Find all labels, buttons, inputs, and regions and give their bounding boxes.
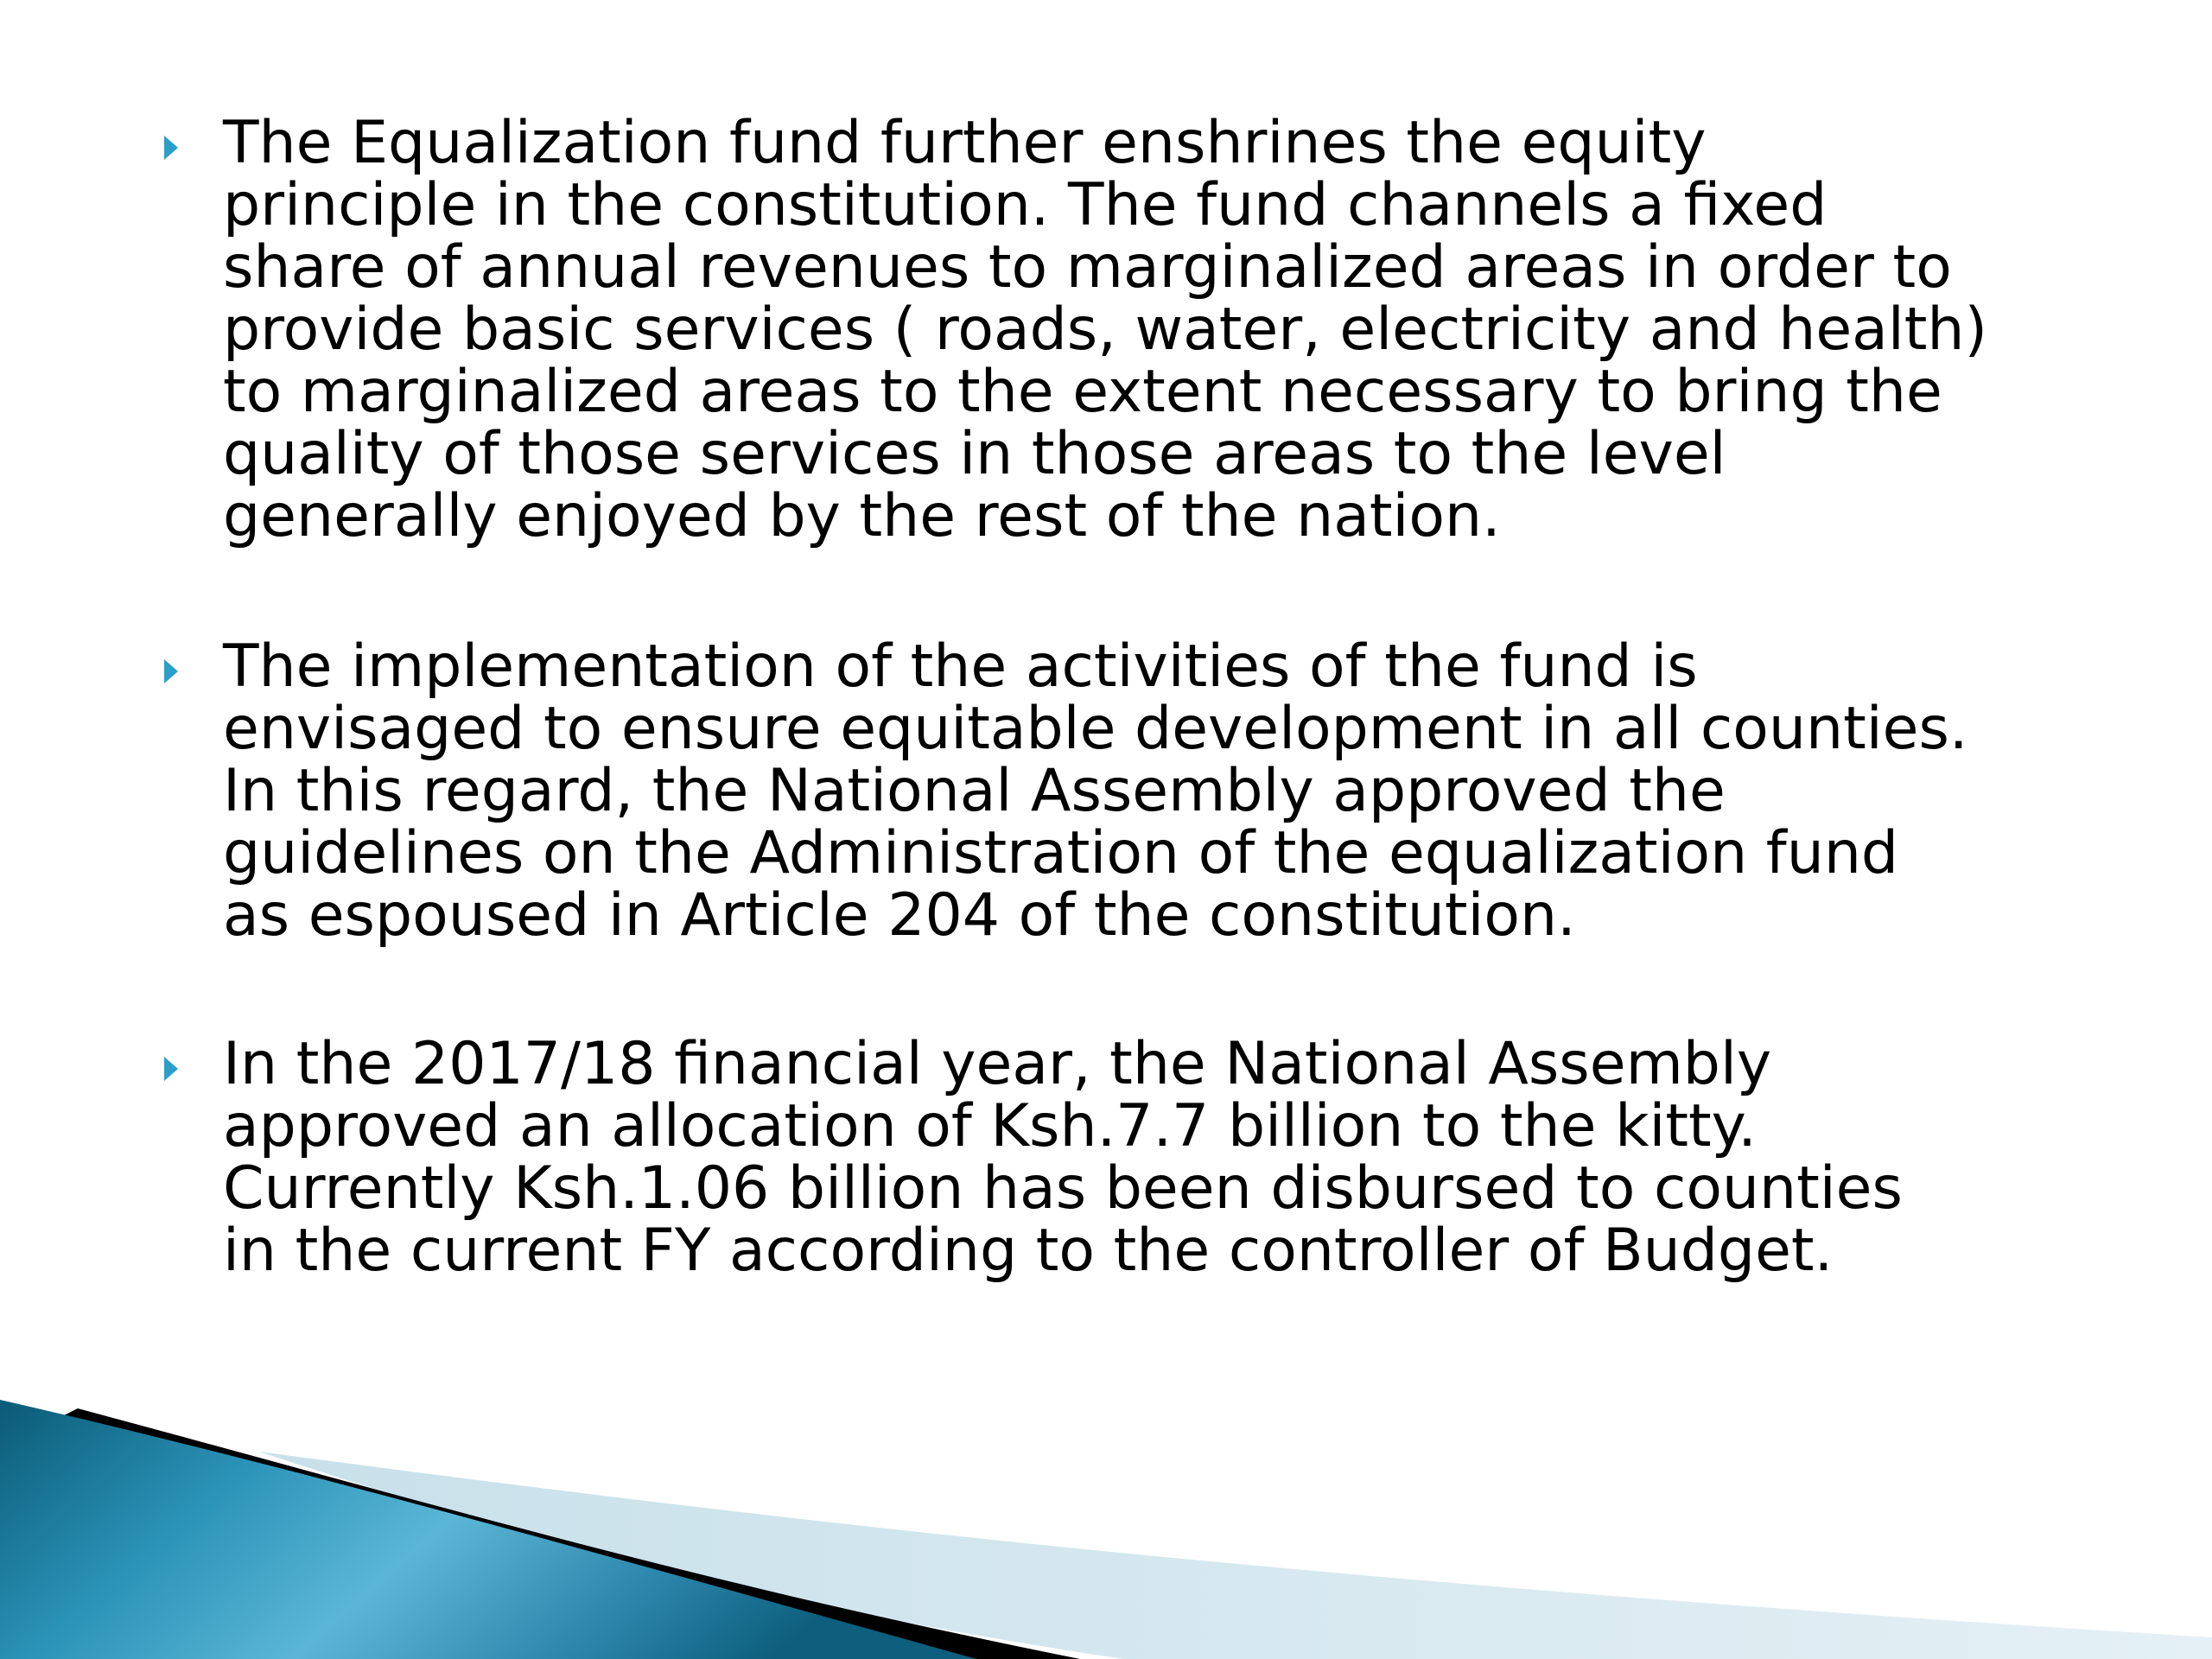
bullet-text-implementation: The implementation of the activities of the fund is envisaged to ensure equitable development in all counties. In this regard, the National Assembly approved the guidelines on the Administration of the equalization fund as espoused in Article 204 of the constitution. — [223, 632, 1968, 950]
bullet-text-equalization-fund: The Equalization fund further enshrines the equity principle in the constitution. The fund channels a fixed share of annual revenues to marginalized areas in order to provide basic services ( roads, water, electricity and health) to marginalized areas to the extent necessary to bring the quality of those services in those areas to the level generally enjoyed by the rest of the nation. — [223, 109, 1988, 550]
bullet-text-allocation: In the 2017/18 financial year, the National Assembly approved an allocation of Ksh.7.7 billion to the kitty. Currently Ksh.1.06 billion has been disbursed to counties in the current FY according to the controller of Budget. — [223, 1030, 1903, 1285]
